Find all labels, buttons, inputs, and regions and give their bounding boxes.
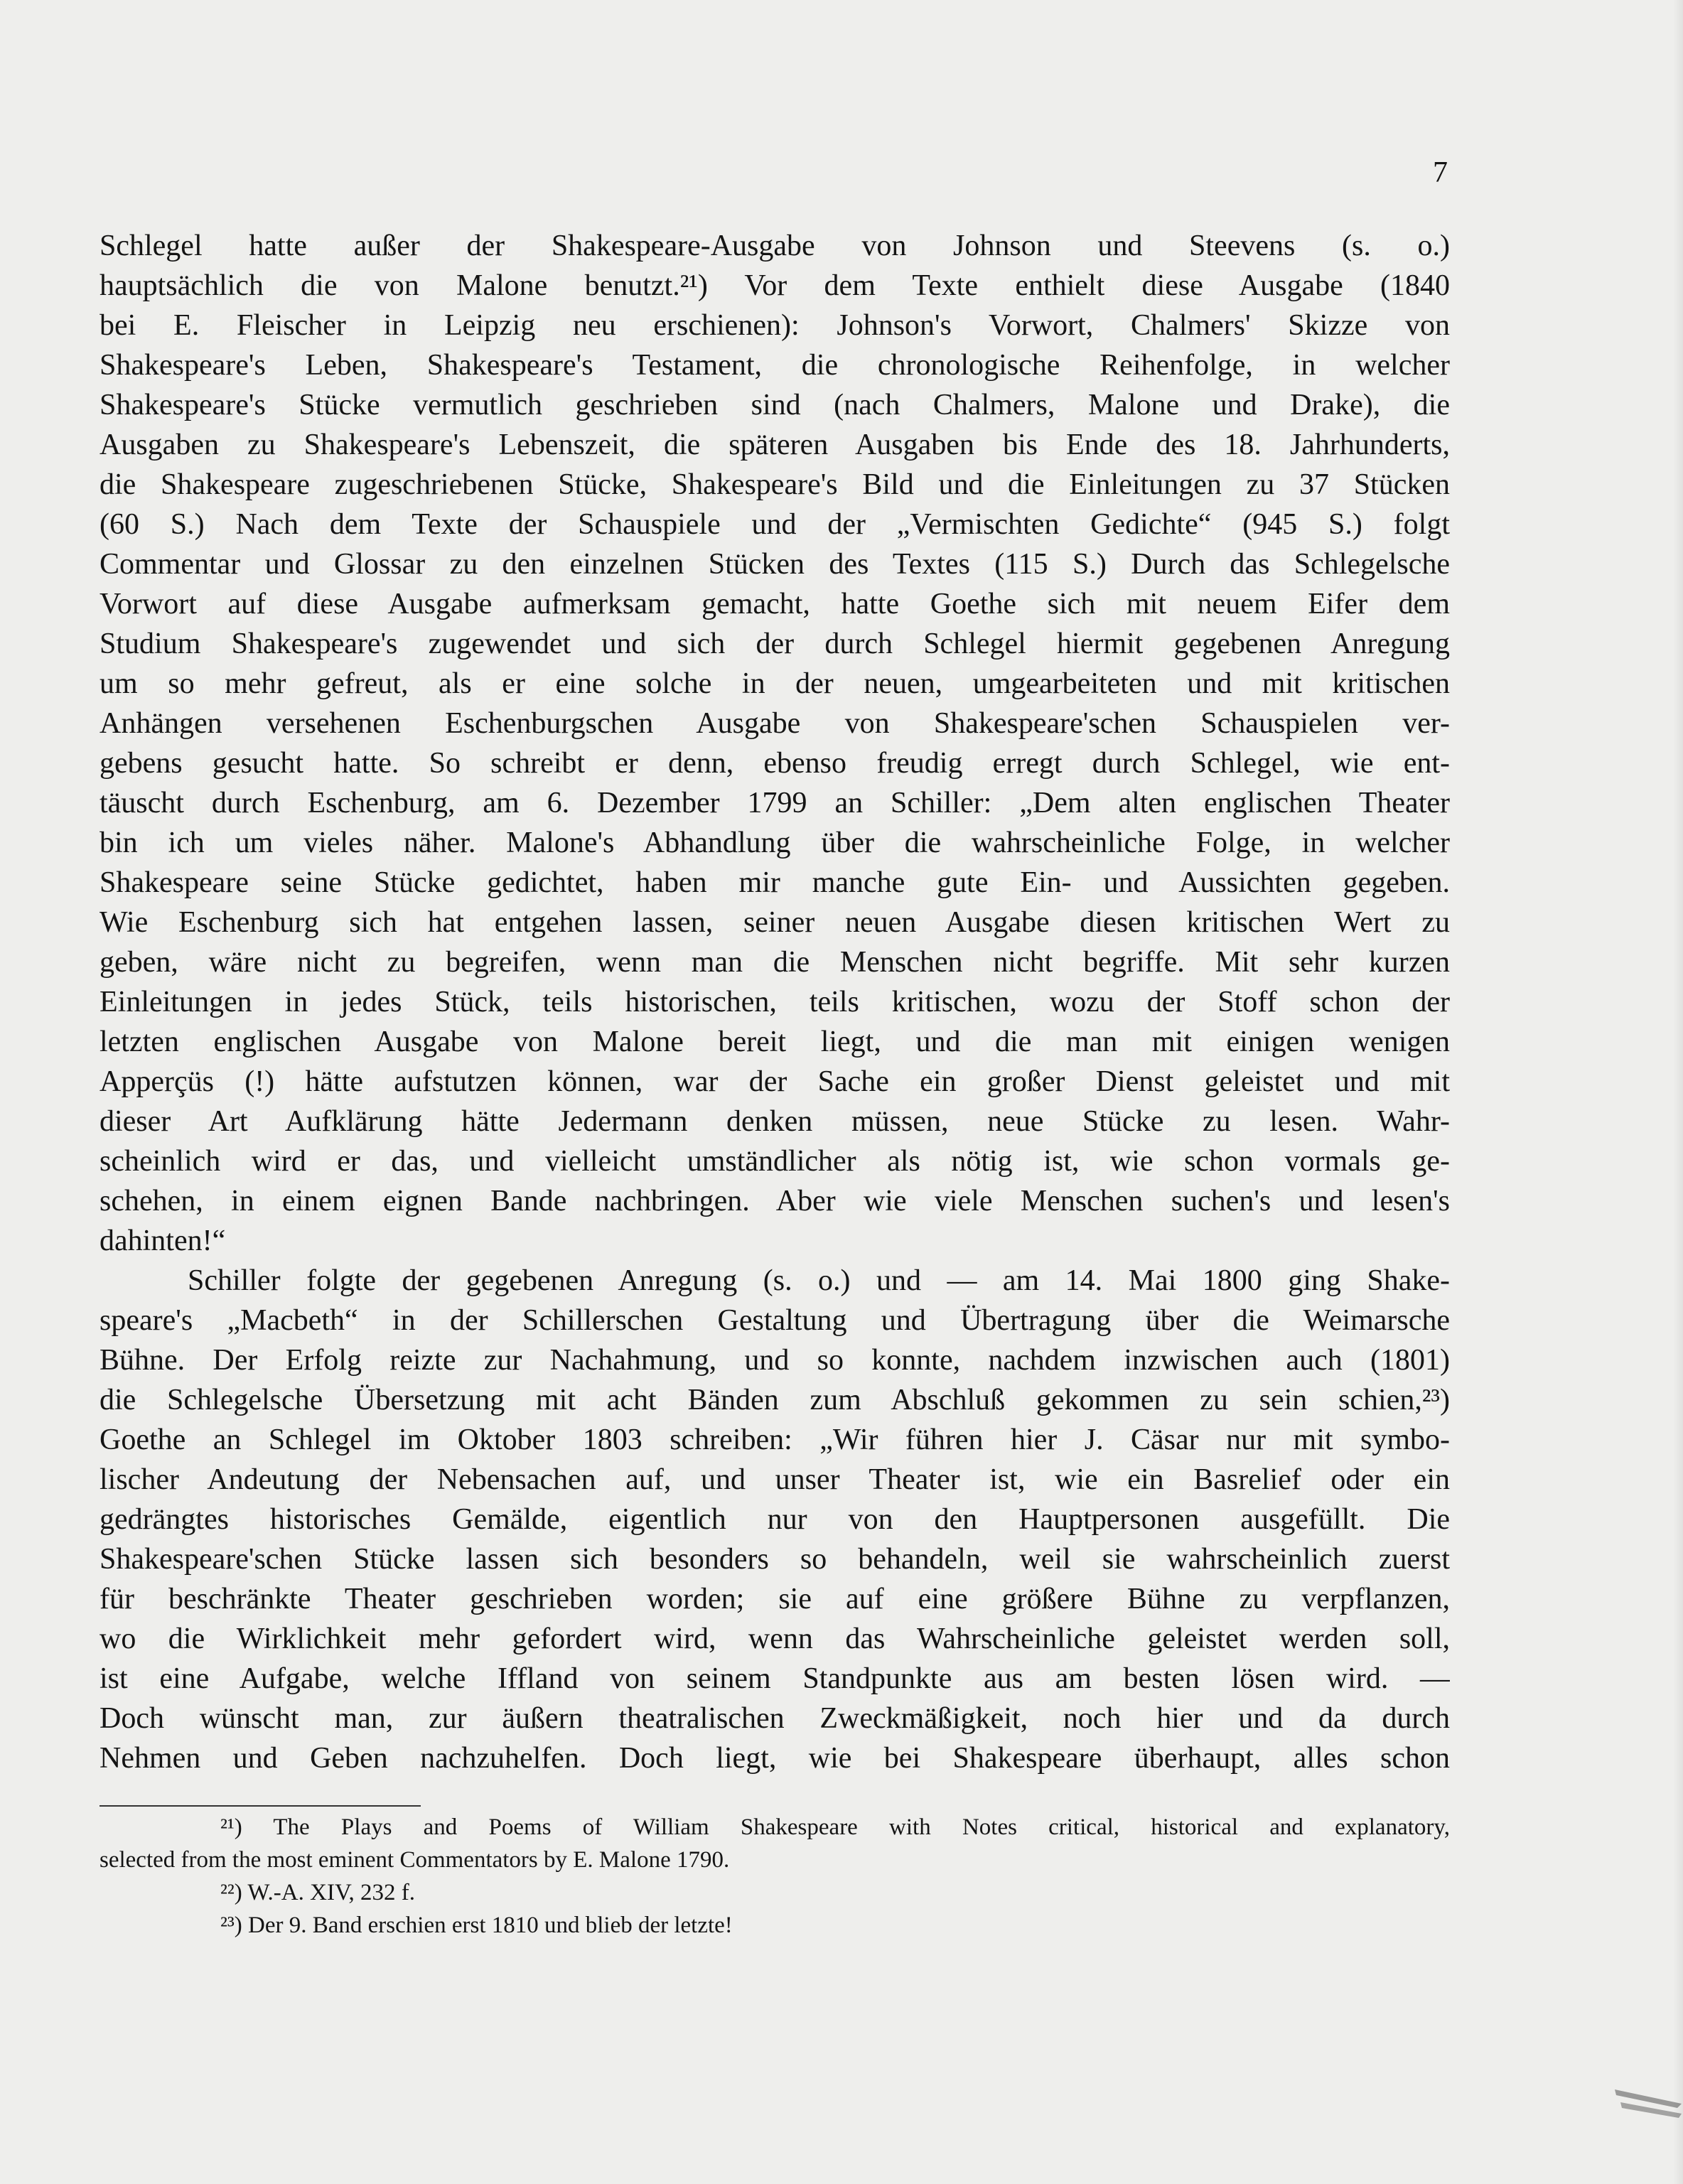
text-line: für beschränkte Theater geschrieben worden; sie auf eine größere Bühne zu verpflanzen,	[100, 1583, 1450, 1615]
text-line: die Schlegelsche Übersetzung mit acht Bänden zum Abschluß gekommen zu sein schien,²³)	[100, 1384, 1450, 1416]
text-line: Apperçüs (!) hätte aufstutzen können, war der Sache ein großer Dienst geleistet und mit	[100, 1065, 1450, 1098]
text-line: bin ich um vieles näher. Malone's Abhandlung über die wahrscheinliche Folge, in welcher	[100, 827, 1450, 859]
text-line: schehen, in einem eignen Bande nachbringen. Aber wie viele Menschen suchen's und lesen's	[100, 1185, 1450, 1217]
text-line: Doch wünscht man, zur äußern theatralischen Zweckmäßigkeit, noch hier und da durch	[100, 1702, 1450, 1735]
text-line: scheinlich wird er das, und vielleicht umständlicher als nötig ist, wie schon vormals ge-	[100, 1145, 1450, 1178]
text-line: speare's „Macbeth“ in der Schillerschen Gestaltung und Übertragung über die Weimarsche	[100, 1304, 1450, 1337]
text-line: Shakespeare's Leben, Shakespeare's Testament, die chronologische Reihenfolge, in welcher	[100, 349, 1450, 382]
text-line: geben, wäre nicht zu begreifen, wenn man die Menschen nicht begriffe. Mit sehr kurzen	[100, 946, 1450, 979]
text-line: Vorwort auf diese Ausgabe aufmerksam gemacht, hatte Goethe sich mit neuem Eifer dem	[100, 588, 1450, 620]
text-line: gedrängtes historisches Gemälde, eigentlich nur von den Hauptpersonen ausgefüllt. Die	[100, 1503, 1450, 1536]
text-line: Commentar und Glossar zu den einzelnen Stücken des Textes (115 S.) Durch das Schlegelsche	[100, 548, 1450, 581]
text-line: um so mehr gefreut, als er eine solche in der neuen, umgearbeiteten und mit kritischen	[100, 667, 1450, 700]
text-line: täuscht durch Eschenburg, am 6. Dezember 1799 an Schiller: „Dem alten englischen Theater	[100, 787, 1450, 819]
text-line: wo die Wirklichkeit mehr gefordert wird, wenn das Wahrscheinliche geleistet werden soll,	[100, 1623, 1450, 1655]
footnote-divider	[100, 1805, 421, 1807]
text-line: Shakespeare's Stücke vermutlich geschrieben sind (nach Chalmers, Malone und Drake), die	[100, 389, 1450, 421]
page-edge-shadow	[1673, 0, 1683, 2184]
text-line: Nehmen und Geben nachzuhelfen. Doch liegt, wie bei Shakespeare überhaupt, alles schon	[100, 1742, 1450, 1775]
text-line: Ausgaben zu Shakespeare's Lebenszeit, die späteren Ausgaben bis Ende des 18. Jahrhunderts,	[100, 429, 1450, 461]
text-line: dieser Art Aufklärung hätte Jedermann denken müssen, neue Stücke zu lesen. Wahr-	[100, 1105, 1450, 1138]
text-line: Bühne. Der Erfolg reizte zur Nachahmung, und so konnte, nachdem inzwischen auch (1801)	[100, 1344, 1450, 1377]
footnote-line: ²²) W.-A. XIV, 232 f.	[220, 1880, 416, 1905]
text-line: Studium Shakespeare's zugewendet und sich der durch Schlegel hiermit gegebenen Anregung	[100, 628, 1450, 660]
text-line: Wie Eschenburg sich hat entgehen lassen, seiner neuen Ausgabe diesen kritischen Wert zu	[100, 906, 1450, 939]
text-line: gebens gesucht hatte. So schreibt er denn, ebenso freudig erregt durch Schlegel, wie ent-	[100, 747, 1450, 780]
text-line: Schlegel hatte außer der Shakespeare-Ausgabe von Johnson und Steevens (s. o.)	[100, 230, 1450, 262]
text-line: Shakespeare seine Stücke gedichtet, haben mir manche gute Ein- und Aussichten gegeben.	[100, 866, 1450, 899]
text-line: die Shakespeare zugeschriebenen Stücke, Shakespeare's Bild und die Einleitungen zu 37 Stücken	[100, 468, 1450, 501]
footnote-line: ²³) Der 9. Band erschien erst 1810 und blieb der letzte!	[220, 1913, 733, 1938]
footnotes	[100, 1811, 1450, 1942]
text-line: Shakespeare'schen Stücke lassen sich besonders so behandeln, weil sie wahrscheinlich zuerst	[100, 1543, 1450, 1576]
text-line: (60 S.) Nach dem Texte der Schauspiele und der „Vermischten Gedichte“ (945 S.) folgt	[100, 508, 1450, 541]
body-text	[100, 226, 1450, 1818]
text-line: Anhängen versehenen Eschenburgschen Ausgabe von Shakespeare'schen Schauspielen ver-	[100, 707, 1450, 740]
page-number: 7	[1433, 156, 1448, 189]
footnote-line: ²¹) The Plays and Poems of William Shakespeare with Notes critical, historical and explanatory,	[220, 1814, 1450, 1840]
text-line: Schiller folgte der gegebenen Anregung (s. o.) und — am 14. Mai 1800 ging Shake-	[188, 1264, 1450, 1297]
text-line: dahinten!“	[100, 1225, 226, 1257]
text-line: hauptsächlich die von Malone benutzt.²¹) Vor dem Texte enthielt diese Ausgabe (1840	[100, 269, 1450, 302]
footnote-line: selected from the most eminent Commentators by E. Malone 1790.	[100, 1847, 730, 1873]
text-line: bei E. Fleischer in Leipzig neu erschienen): Johnson's Vorwort, Chalmers' Skizze von	[100, 309, 1450, 342]
text-line: ist eine Aufgabe, welche Iffland von seinem Standpunkte aus am besten lösen wird. —	[100, 1662, 1450, 1695]
text-line: Einleitungen in jedes Stück, teils historischen, teils kritischen, wozu der Stoff schon der	[100, 986, 1450, 1018]
text-line: Goethe an Schlegel im Oktober 1803 schreiben: „Wir führen hier J. Cäsar nur mit symbo-	[100, 1424, 1450, 1456]
text-line: letzten englischen Ausgabe von Malone bereit liegt, und die man mit einigen wenigen	[100, 1026, 1450, 1058]
text-line: lischer Andeutung der Nebensachen auf, und unser Theater ist, wie ein Basrelief oder ein	[100, 1463, 1450, 1496]
